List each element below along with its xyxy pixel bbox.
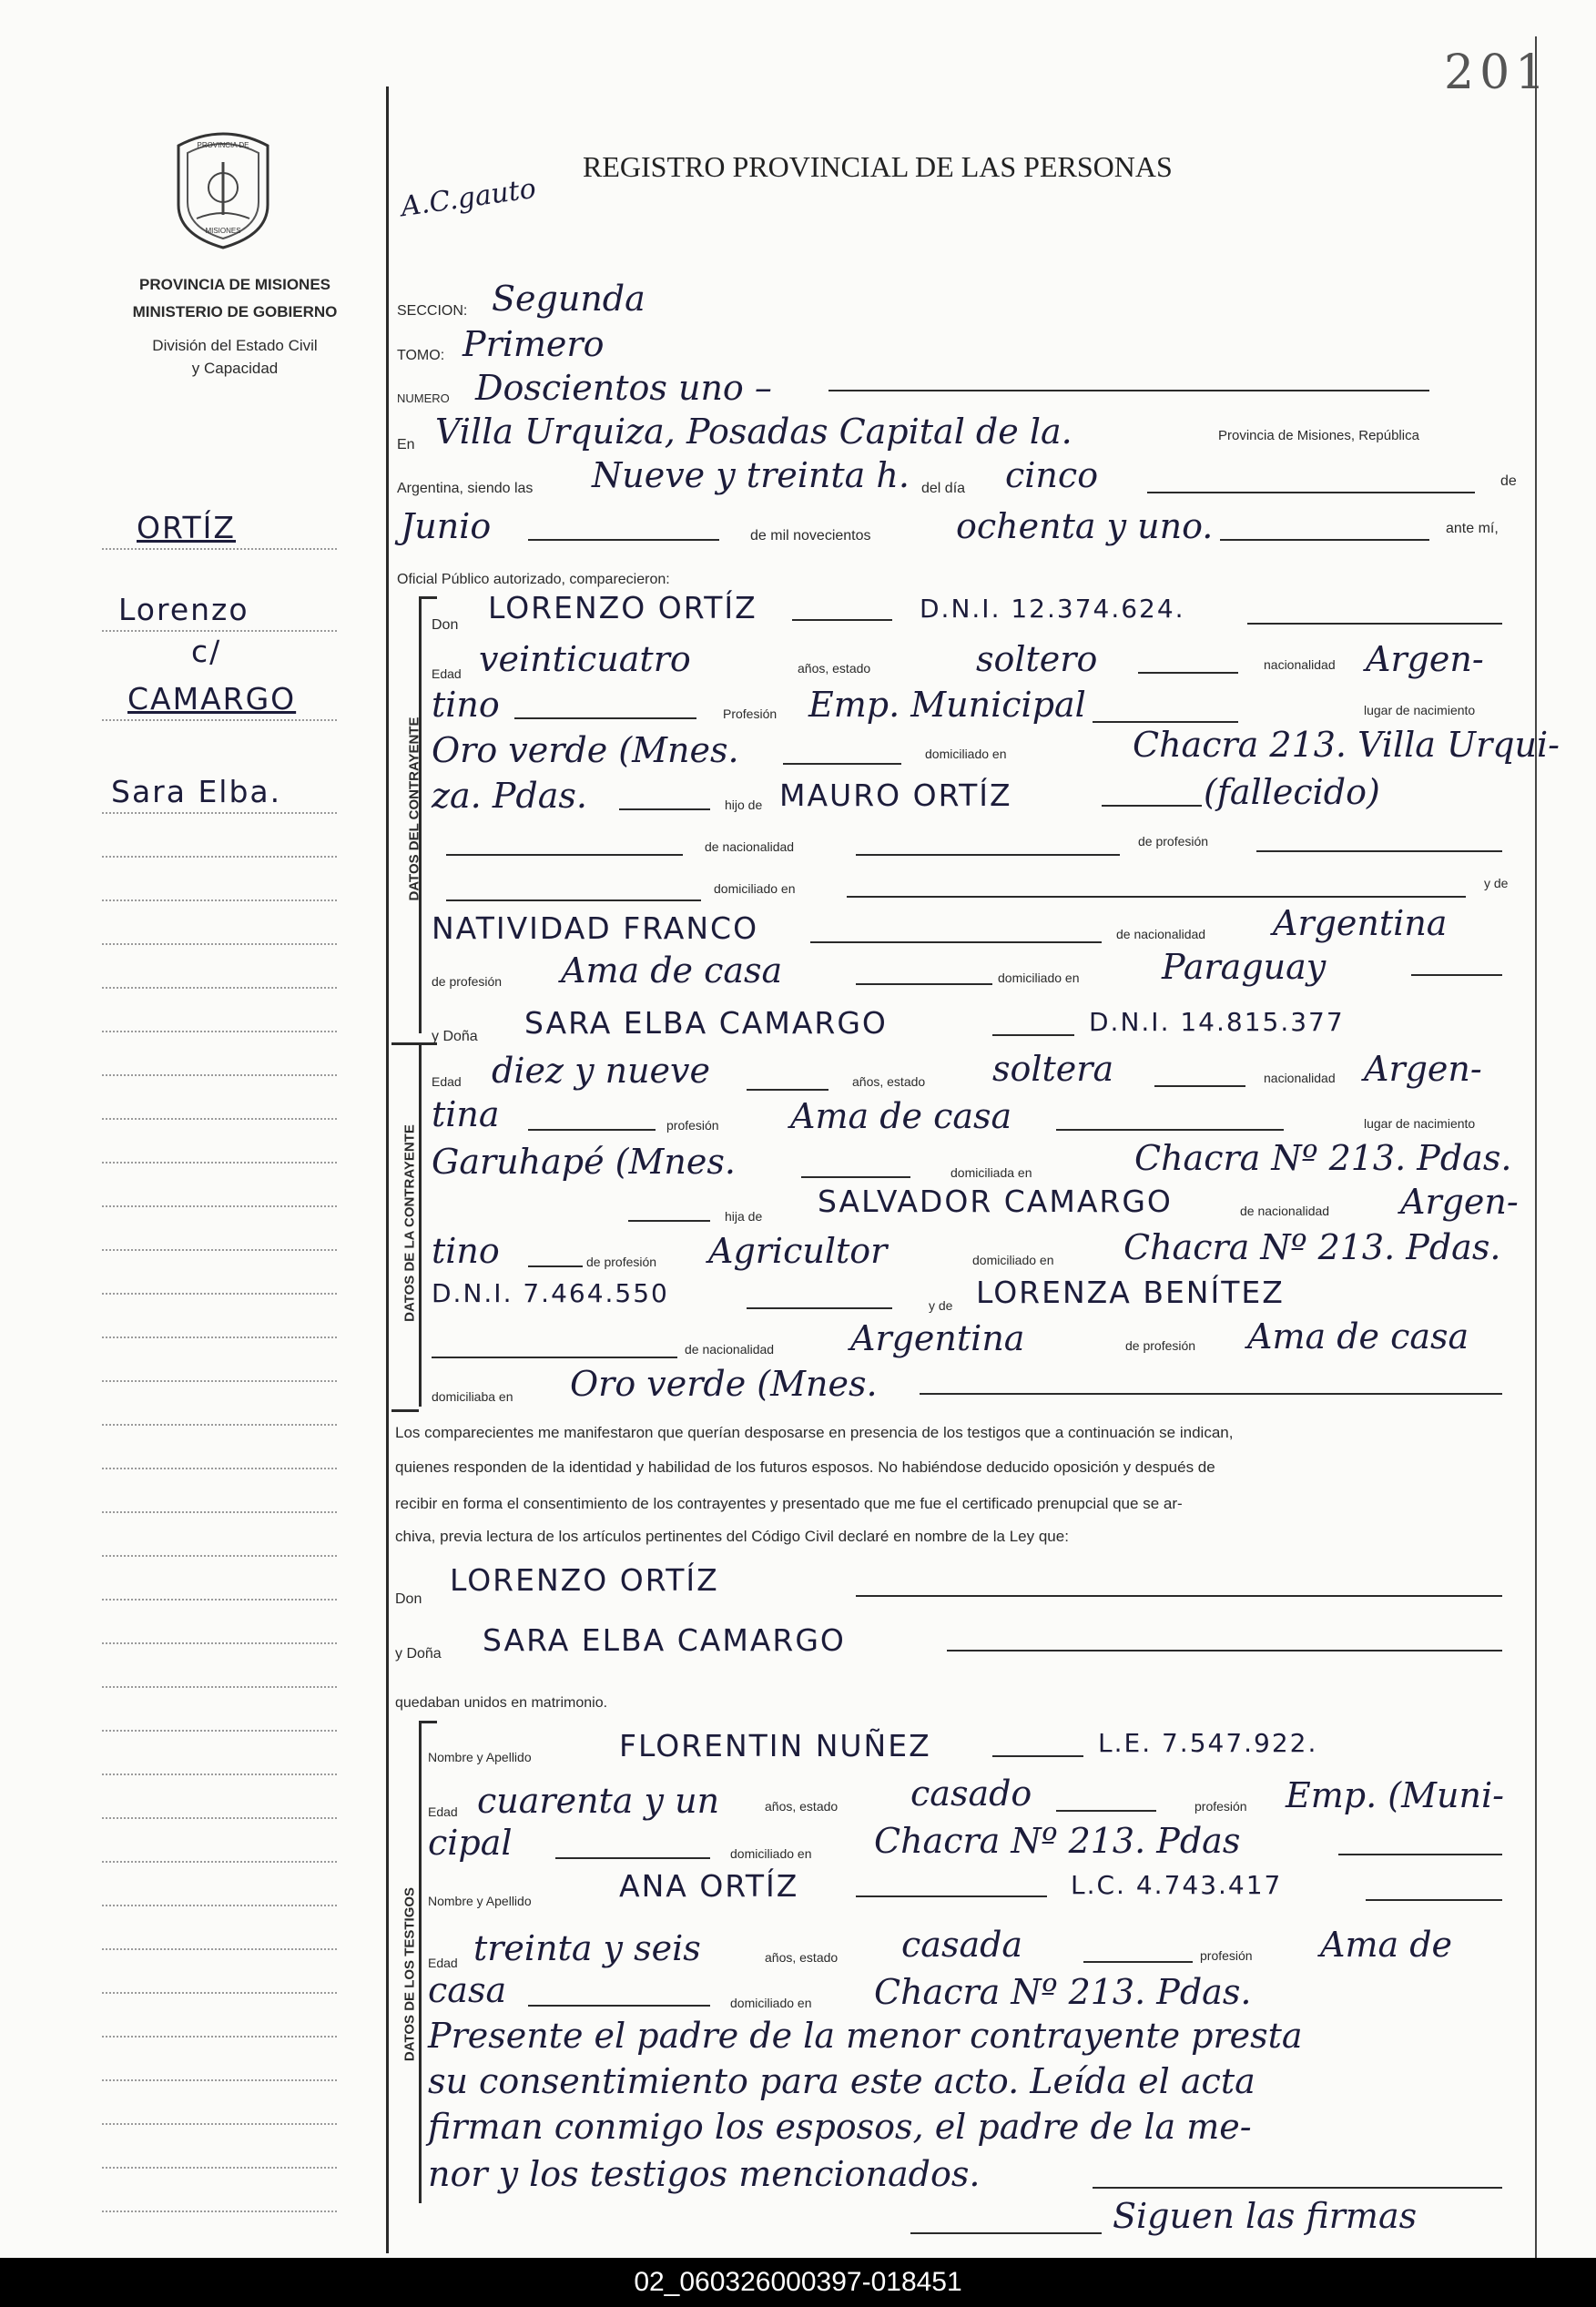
seccion-value: Segunda <box>492 279 646 319</box>
margin-firstname: Lorenzo <box>118 592 249 627</box>
statement-line-1: Los comparecientes me manifestaron que querían desposarse en presencia de los testigos que a continuación se indican, <box>395 1424 1234 1441</box>
padre-dom-label: domiciliado en <box>972 1253 1054 1267</box>
rule <box>555 1857 710 1859</box>
lugar-nacimiento-label: lugar de nacimiento <box>1364 703 1476 717</box>
madre-dom-label-2: domiciliaba en <box>432 1389 513 1404</box>
rule <box>1220 539 1429 541</box>
contrayente-dni: D.N.I. 12.374.624. <box>920 594 1185 624</box>
provincia-label: Provincia de Misiones, República <box>1218 428 1419 443</box>
margin-con: c/ <box>191 634 222 669</box>
padre-prof-label: de profesión <box>586 1255 657 1269</box>
rule <box>446 854 683 856</box>
margin-rule <box>102 1861 337 1863</box>
contrayenta-bracket <box>419 1042 422 1407</box>
margin-rule <box>102 856 337 858</box>
testigo1-anios-label: años, estado <box>765 1799 839 1814</box>
rule <box>947 1650 1502 1651</box>
dia-label: del día <box>921 481 966 496</box>
margin-rule <box>102 2079 337 2081</box>
rule <box>910 2232 1102 2234</box>
contrayenta-lugar-nac-label: lugar de nacimiento <box>1364 1116 1476 1131</box>
rule <box>1366 1899 1502 1901</box>
scan-identifier: 02_060326000397-018451 <box>0 2258 1596 2307</box>
rule <box>856 983 992 985</box>
contrayenta-padre-dom: Chacra Nº 213. Pdas. <box>1123 1227 1501 1267</box>
contrayente-padre-nota: (fallecido) <box>1204 772 1380 812</box>
issuer-division: División del Estado Civil <box>152 337 318 354</box>
seccion-label: SECCION: <box>397 303 468 319</box>
rule <box>528 1265 583 1267</box>
rule <box>856 1595 1502 1597</box>
contrayente-lugar-nac: Oro verde (Mnes. <box>432 730 739 770</box>
union-don-label: Don <box>395 1591 422 1607</box>
margin-rule <box>102 2123 337 2125</box>
anio-value: ochenta y uno. <box>956 506 1214 546</box>
testigos-side-label: DATOS DE LOS TESTIGOS <box>402 1886 418 2062</box>
rule <box>1102 805 1202 807</box>
rule <box>828 390 1429 391</box>
hija-label: hija de <box>725 1209 763 1224</box>
margin-rule <box>102 1293 337 1295</box>
contrayenta-nombre: SARA ELBA CAMARGO <box>524 1005 888 1041</box>
margin-rule <box>102 812 337 814</box>
tomo-value: Primero <box>463 324 605 364</box>
rule <box>1093 721 1238 723</box>
rule <box>446 899 701 901</box>
right-edge-line <box>1535 36 1537 2258</box>
issuer-ministry: MINISTERIO DE GOBIERNO <box>132 303 338 320</box>
testigo2-anios-label: años, estado <box>765 1950 839 1965</box>
margin-rule <box>102 2210 337 2212</box>
testigo1-estado: casado <box>910 1773 1032 1814</box>
de-label: de <box>1500 473 1517 489</box>
madre-domicilio-label: domiciliado en <box>998 971 1080 985</box>
rule <box>801 1176 910 1178</box>
margin-rule <box>102 1992 337 1994</box>
main-divider <box>386 86 389 2253</box>
margin-firstname-2: Sara Elba. <box>111 774 282 809</box>
margin-rule <box>102 1074 337 1076</box>
testigo2-prof-label: profesión <box>1200 1948 1253 1963</box>
en-label: En <box>397 437 415 452</box>
margin-rule <box>102 1468 337 1469</box>
rule <box>514 717 696 719</box>
svg-text:PROVINCIA DE: PROVINCIA DE <box>197 141 249 149</box>
contrayenta-madre-nac: Argentina <box>850 1318 1025 1358</box>
contrayente-nacionalidad-cont: tino <box>432 685 500 725</box>
union-esposa: SARA ELBA CAMARGO <box>483 1622 846 1658</box>
contrayente-madre-prof: Ama de casa <box>561 950 783 991</box>
margin-rule <box>102 1730 337 1732</box>
contrayenta-estado: soltera <box>992 1049 1114 1089</box>
argentina-label: Argentina, siendo las <box>397 481 534 496</box>
contrayente-padre: MAURO ORTÍZ <box>779 777 1012 813</box>
rule <box>1247 623 1502 625</box>
statement-divider <box>391 1409 419 1412</box>
rule <box>747 1307 892 1309</box>
contrayenta-padre: SALVADOR CAMARGO <box>818 1184 1173 1219</box>
cierre-firmas: Siguen las firmas <box>1113 2196 1418 2236</box>
y-de-label-2: y de <box>929 1298 953 1313</box>
rule <box>1256 850 1502 852</box>
contrayenta-dni: D.N.I. 14.815.377 <box>1089 1007 1345 1037</box>
testigo1-prof-cont: cipal <box>428 1823 513 1863</box>
rule <box>1338 1854 1502 1855</box>
contrayenta-padre-prof: Agricultor <box>708 1231 888 1271</box>
testigo2-prof-cont: casa <box>428 1970 507 2010</box>
testigo2-nombre: ANA ORTÍZ <box>619 1868 799 1904</box>
testigo1-dom: Chacra Nº 213. Pdas <box>874 1821 1241 1861</box>
contrayenta-madre-prof: Ama de casa <box>1247 1316 1469 1357</box>
page-number-stamp: 201 <box>1444 46 1551 100</box>
margin-rule <box>102 1642 337 1644</box>
margin-rule <box>102 2036 337 2038</box>
rule <box>528 1129 656 1131</box>
testigos-bracket <box>419 1721 422 2203</box>
rule <box>992 1034 1074 1036</box>
margin-rule <box>102 1511 337 1513</box>
profesion-label: Profesión <box>723 706 778 721</box>
margin-rule <box>102 548 337 550</box>
margin-rule <box>102 1948 337 1950</box>
margin-rule <box>102 987 337 989</box>
rule <box>792 619 892 621</box>
nota-line-3: firman conmigo los esposos, el padre de la me- <box>428 2107 1252 2147</box>
testigos-bracket-top <box>419 1721 437 1723</box>
contrayenta-nac-label: nacionalidad <box>1264 1071 1336 1085</box>
oficial-label: Oficial Público autorizado, comparecieron: <box>397 572 670 587</box>
madre-nacionalidad-label: de nacionalidad <box>1116 927 1206 941</box>
contrayenta-madre-dom: Oro verde (Mnes. <box>570 1364 878 1404</box>
madre-profesion-label: de profesión <box>432 974 503 989</box>
don-label: Don <box>432 617 459 633</box>
rule <box>528 539 719 541</box>
testigo2-prof: Ama de <box>1320 1925 1453 1965</box>
padre-nac-label: de nacionalidad <box>1240 1204 1330 1218</box>
rule <box>747 1089 828 1091</box>
contrayenta-edad-label: Edad <box>432 1074 462 1089</box>
statement-line-3: recibir en forma el consentimiento de los contrayentes y presentado que me fue el certificado prenupcial que se ar- <box>395 1495 1183 1512</box>
rule <box>1138 672 1238 674</box>
margin-rule <box>102 1205 337 1207</box>
margin-rule <box>102 1905 337 1906</box>
margin-rule <box>102 1118 337 1120</box>
rule <box>920 1393 1502 1395</box>
svg-text:MISIONES: MISIONES <box>205 227 241 235</box>
contrayente-madre-nac: Argentina <box>1273 903 1448 943</box>
issuer-capacity: y Capacidad <box>191 360 279 377</box>
rule <box>528 2005 710 2007</box>
registry-title: REGISTRO PROVINCIAL DE LAS PERSONAS <box>583 150 1173 183</box>
margin-rule <box>102 1555 337 1557</box>
union-dona-label: y Doña <box>395 1646 442 1662</box>
contrayente-nombre: LORENZO ORTÍZ <box>488 590 757 625</box>
header-annotation: A.C.gauto <box>399 172 538 224</box>
rule <box>783 763 901 765</box>
madre-prof-label-2: de profesión <box>1125 1338 1196 1353</box>
rule <box>1154 1085 1245 1087</box>
rule <box>992 1755 1083 1757</box>
contrayente-madre-dom: Paraguay <box>1162 947 1327 987</box>
margin-rule <box>102 1424 337 1426</box>
rule <box>1056 1129 1284 1131</box>
contrayenta-profesion: Ama de casa <box>790 1096 1012 1136</box>
rule <box>1083 1961 1193 1963</box>
margin-rule <box>102 719 337 721</box>
contrayenta-madre: LORENZA BENÍTEZ <box>976 1275 1285 1310</box>
testigo2-edad-label: Edad <box>428 1956 458 1970</box>
contrayente-side-label: DATOS DEL CONTRAYENTE <box>406 716 422 901</box>
quedaban-label: quedaban unidos en matrimonio. <box>395 1695 608 1711</box>
margin-rule <box>102 1380 337 1382</box>
margin-rule <box>102 899 337 901</box>
nota-line-4: nor y los testigos mencionados. <box>428 2154 981 2194</box>
contrayente-profesion: Emp. Municipal <box>808 685 1086 725</box>
testigo1-doc: L.E. 7.547.922. <box>1098 1728 1318 1758</box>
testigo2-label: Nombre y Apellido <box>428 1894 532 1908</box>
testigo2-dom: Chacra Nº 213. Pdas. <box>874 1972 1252 2012</box>
de-nacionalidad-label: de nacionalidad <box>705 839 795 854</box>
testigo1-nombre: FLORENTIN NUÑEZ <box>619 1728 931 1763</box>
rule <box>847 896 1466 898</box>
ante-label: ante mí, <box>1446 521 1499 536</box>
contrayenta-domicilio: Chacra Nº 213. Pdas. <box>1134 1138 1512 1178</box>
contrayente-madre: NATIVIDAD FRANCO <box>432 910 759 946</box>
de-profesion-label: de profesión <box>1138 834 1209 849</box>
statement-line-4: chiva, previa lectura de los artículos pertinentes del Código Civil declaré en nombre de la Ley que: <box>395 1528 1069 1545</box>
numero-value: Doscientos uno – <box>475 368 772 408</box>
contrayente-nacionalidad: Argen- <box>1366 639 1484 679</box>
testigo2-estado: casada <box>901 1925 1023 1965</box>
mes-value: Junio <box>401 506 492 546</box>
rule <box>1411 974 1502 976</box>
contrayente-domicilio-cont: za. Pdas. <box>432 776 587 816</box>
contrayenta-padre-dni: D.N.I. 7.464.550 <box>432 1278 669 1308</box>
hijo-label: hijo de <box>725 798 763 812</box>
margin-rule <box>102 1773 337 1775</box>
contrayenta-nacionalidad: Argen- <box>1364 1049 1482 1089</box>
domiciliado-en-label: domiciliado en <box>714 881 796 896</box>
contrayente-estado: soltero <box>976 639 1098 679</box>
rule <box>856 1895 1047 1897</box>
rule <box>619 808 710 810</box>
rule <box>628 1220 710 1222</box>
contrayenta-padre-nac: Argen- <box>1400 1182 1519 1222</box>
margin-rule <box>102 1817 337 1819</box>
testigo2-edad: treinta y seis <box>473 1928 701 1968</box>
rule <box>1056 1810 1156 1812</box>
contrayente-edad: veinticuatro <box>479 639 691 679</box>
margin-rule <box>102 630 337 632</box>
contrayenta-lugar-nac: Garuhapé (Mnes. <box>432 1142 736 1182</box>
testigo2-doc: L.C. 4.743.417 <box>1071 1870 1283 1900</box>
nacionalidad-label: nacionalidad <box>1264 657 1336 672</box>
testigo1-label: Nombre y Apellido <box>428 1750 532 1764</box>
rule <box>432 1357 677 1358</box>
contrayenta-anios-label: años, estado <box>852 1074 926 1089</box>
contrayente-bracket-top <box>419 596 437 599</box>
nota-line-1: Presente el padre de la menor contrayente presta <box>428 2016 1303 2056</box>
statement-line-2: quienes responden de la identidad y habilidad de los futuros esposos. No habiéndose deducido oposición y después de <box>395 1458 1215 1476</box>
contrayenta-padre-nac-cont: tino <box>432 1231 500 1271</box>
anios-label: años, estado <box>798 661 871 676</box>
hora-value: Nueve y treinta h. <box>592 455 910 495</box>
rule <box>810 941 1102 943</box>
nota-line-2: su consentimiento para este acto. Leída el acta <box>428 2061 1255 2101</box>
dia-value: cinco <box>1005 455 1099 495</box>
mil-label: de mil novecientos <box>750 528 871 544</box>
rule <box>856 854 1120 856</box>
margin-surname-2: CAMARGO <box>127 681 297 716</box>
rule <box>1093 2187 1502 2189</box>
domiciliado-label: domiciliado en <box>925 747 1007 761</box>
madre-nac-label-2: de nacionalidad <box>685 1342 775 1357</box>
testigo1-edad-label: Edad <box>428 1804 458 1819</box>
provincial-seal <box>169 127 277 250</box>
margin-rule <box>102 1336 337 1338</box>
margin-rule <box>102 943 337 945</box>
testigo2-dom-label: domiciliado en <box>730 1996 812 2010</box>
margin-surname: ORTÍZ <box>137 510 236 545</box>
margin-rule <box>102 1599 337 1601</box>
testigo1-dom-label: domiciliado en <box>730 1846 812 1861</box>
margin-rule <box>102 2167 337 2169</box>
numero-label: NUMERO <box>397 391 450 405</box>
issuer-province: PROVINCIA DE MISIONES <box>138 276 330 293</box>
tomo-label: TOMO: <box>397 348 445 363</box>
margin-rule <box>102 1249 337 1251</box>
testigo1-prof-label: profesión <box>1194 1799 1247 1814</box>
rule <box>1147 492 1475 493</box>
dona-label: y Doña <box>432 1029 478 1044</box>
contrayenta-nacionalidad-cont: tina <box>432 1094 500 1134</box>
edad-label: Edad <box>432 666 462 681</box>
contrayenta-edad: diez y nueve <box>492 1051 711 1091</box>
lugar-value: Villa Urquiza, Posadas Capital de la. <box>435 412 1072 452</box>
contrayenta-profesion-label: profesión <box>666 1118 719 1133</box>
margin-rule <box>102 1162 337 1164</box>
contrayenta-domicilio-label: domiciliada en <box>950 1165 1032 1180</box>
contrayenta-side-label: DATOS DE LA CONTRAYENTE <box>402 1124 418 1322</box>
y-de-label: y de <box>1484 876 1509 890</box>
margin-rule <box>102 1031 337 1032</box>
testigo1-prof: Emp. (Muni- <box>1286 1775 1504 1815</box>
union-esposo: LORENZO ORTÍZ <box>450 1562 719 1598</box>
margin-rule <box>102 1686 337 1688</box>
contrayente-domicilio: Chacra 213. Villa Urqui- <box>1133 725 1560 765</box>
contrayenta-bracket-top <box>391 1042 437 1045</box>
testigo1-edad: cuarenta y un <box>477 1781 720 1821</box>
